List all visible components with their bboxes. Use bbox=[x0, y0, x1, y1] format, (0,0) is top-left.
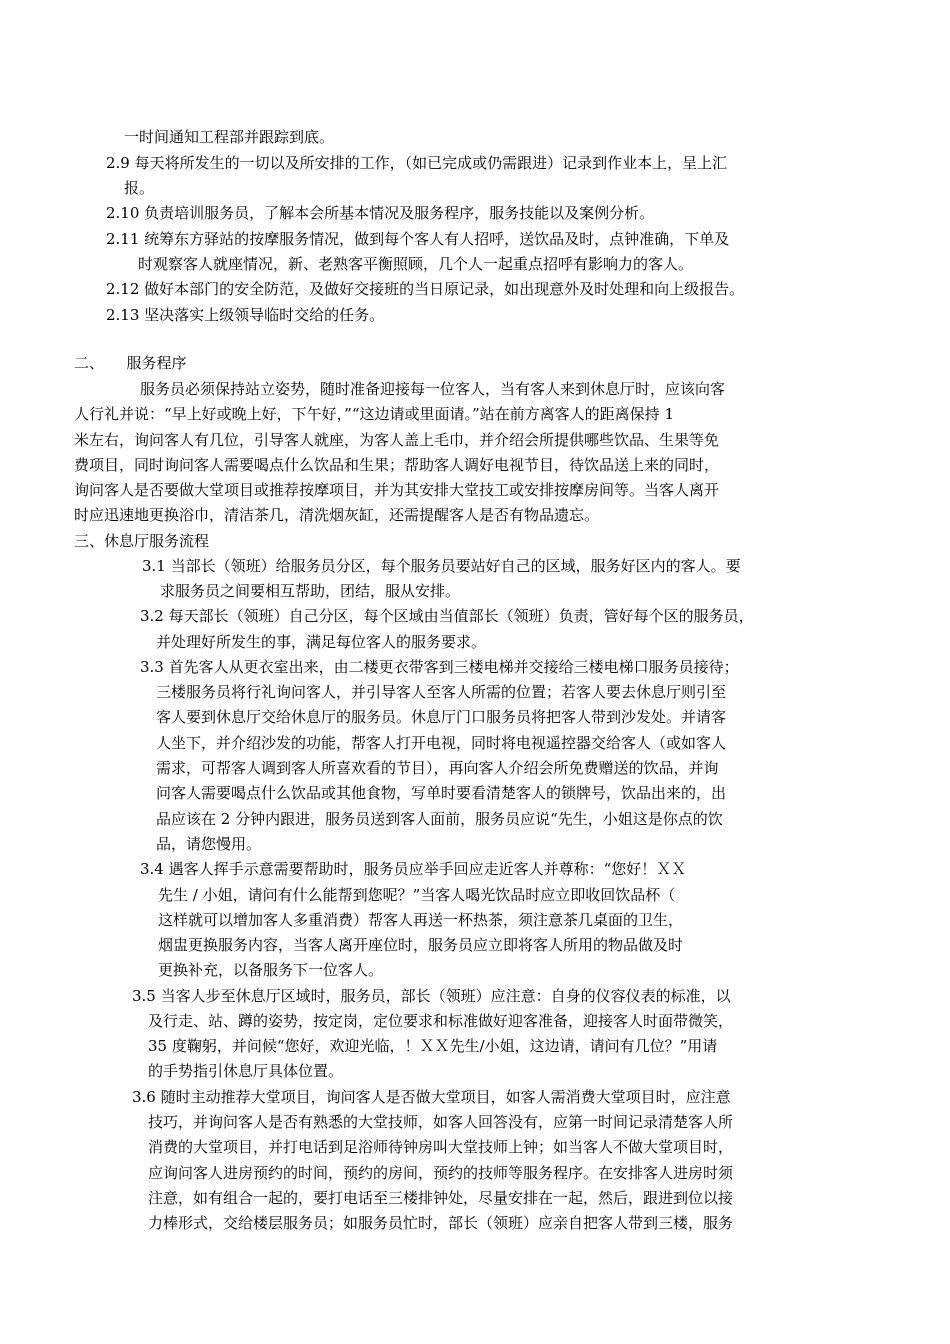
text-line: 求服务员之间要相互帮助，团结，服从安排。 bbox=[160, 582, 461, 600]
text-line: 消费的大堂项目，并打电话到足浴师待钟房叫大堂技师上钟；如当客人不做大堂项目时， bbox=[148, 1138, 734, 1156]
text-line: 费项目，同时询问客人需要喝点什么饮品和生果；帮助客人调好电视节目，待饮品送上来的同时， bbox=[74, 456, 720, 474]
text-line: 35 度鞠躬，并问候“您好，欢迎光临，！ＸＸ先生/小姐，这边请，请问有几位？”用请 bbox=[148, 1037, 718, 1055]
text-line: 2.12 做好本部门的安全防范，及做好交接班的当日原记录，如出现意外及时处理和向上级报告。 bbox=[106, 280, 745, 298]
text-line: 3.6 随时主动推荐大堂项目，询问客人是否做大堂项目，如客人需消费大堂项目时，应注意 bbox=[132, 1088, 731, 1106]
text-line: 品，请您慢用。 bbox=[156, 835, 262, 853]
text-line: 时应迅速地更换浴巾，清洁茶几，清洗烟灰缸，还需提醒客人是否有物品遗忘。 bbox=[74, 506, 600, 524]
text-line: 3.4 遇客人挥手示意需要帮助时，服务员应举手回应走近客人并尊称：“您好！ＸＸ bbox=[140, 860, 687, 878]
section-heading: 三、休息厅服务流程 bbox=[74, 532, 210, 550]
text-line: 2.11 统筹东方驿站的按摩服务情况，做到每个客人有人招呼，送饮品及时，点钟准确，下单及 bbox=[106, 230, 730, 248]
text-line: 时观察客人就座情况，新、老熟客平衡照顾，几个人一起重点招呼有影响力的客人。 bbox=[138, 255, 694, 273]
text-line: 这样就可以增加客人多重消费）帮客人再送一杯热茶，须注意茶几桌面的卫生， bbox=[158, 911, 684, 929]
text-line: 烟盅更换服务内容，当客人离开座位时，服务员应立即将客人所用的物品做及时 bbox=[158, 936, 684, 954]
text-line: 3.2 每天部长（领班）自己分区，每个区域由当值部长（领班）负责，管好每个区的服务员， bbox=[140, 607, 754, 625]
text-line: 服务员必须保持站立姿势，随时准备迎接每一位客人，当有客人来到休息厅时，应该向客 bbox=[140, 380, 726, 398]
text-line: 客人要到休息厅交给休息厅的服务员。休息厅门口服务员将把客人带到沙发处。并请客 bbox=[156, 708, 727, 726]
text-line: 的手势指引休息厅具体位置。 bbox=[148, 1062, 344, 1080]
text-line: 米左右，询问客人有几位，引导客人就座，为客人盖上毛巾，并介绍会所提供哪些饮品、生果等免 bbox=[74, 431, 720, 449]
text-line: 先生 / 小姐，请问有什么能帮到您呢？”当客人喝光饮品时应立即收回饮品杯（ bbox=[158, 886, 676, 904]
text-line: 问客人需要喝点什么饮品或其他食物，写单时要看清楚客人的锁牌号，饮品出来的，出 bbox=[156, 784, 727, 802]
text-line: 技巧，并询问客人是否有熟悉的大堂技师，如客人回答没有，应第一时间记录清楚客人所 bbox=[148, 1113, 734, 1131]
text-line: 人坐下，并介绍沙发的功能，帮客人打开电视，同时将电视遥控器交给客人（或如客人 bbox=[156, 734, 727, 752]
text-line: 询问客人是否要做大堂项目或推荐按摩项目，并为其安排大堂技工或安排按摩房间等。当客人离开 bbox=[74, 481, 720, 499]
text-line: 一时间通知工程部并跟踪到底。 bbox=[124, 128, 335, 146]
section-heading: 二、 服务程序 bbox=[74, 354, 187, 372]
text-line: 报。 bbox=[124, 179, 155, 197]
text-line: 并处理好所发生的事，满足每位客人的服务要求。 bbox=[156, 633, 487, 651]
text-line: 注意，如有组合一起的，要打电话至三楼排钟处，尽量安排在一起，然后，跟进到位以接 bbox=[148, 1189, 734, 1207]
text-line: 人行礼并说：“早上好或晚上好，下午好，”“这边请或里面请。”站在前方离客人的距离保持 1 bbox=[74, 405, 674, 423]
text-line: 品应该在 2 分钟内跟进，服务员送到客人面前，服务员应说“先生，小姐这是你点的饮 bbox=[156, 810, 723, 828]
text-line: 应询问客人进房预约的时间，预约的房间，预约的技师等服务程序。在安排客人进房时须 bbox=[148, 1164, 734, 1182]
text-line: 需求，可帮客人调到客人所喜欢看的节目），再向客人介绍会所免费赠送的饮品，并询 bbox=[156, 759, 719, 777]
text-line: 3.3 首先客人从更衣室出来，由二楼更衣带客到三楼电梯并交接给三楼电梯口服务员接待； bbox=[140, 658, 739, 676]
text-line: 3.1 当部长（领班）给服务员分区，每个服务员要站好自己的区域，服务好区内的客人。要 bbox=[142, 557, 741, 575]
text-line: 三楼服务员将行礼询问客人，并引导客人至客人所需的位置；若客人要去休息厅则引至 bbox=[156, 683, 727, 701]
text-line: 2.10 负责培训服务员，了解本会所基本情况及服务程序，服务技能以及案例分析。 bbox=[106, 204, 655, 222]
text-line: 2.13 坚决落实上级领导临时交给的任务。 bbox=[106, 306, 385, 324]
text-line: 3.5 当客人步至休息厅区域时，服务员，部长（领班）应注意：自身的仪容仪表的标准，以 bbox=[132, 987, 731, 1005]
text-line: 及行走、站、蹲的姿势，按定岗，定位要求和标准做好迎客准备，迎接客人时面带微笑， bbox=[148, 1012, 734, 1030]
text-line: 力棒形式，交给楼层服务员；如服务员忙时，部长（领班）应亲自把客人带到三楼，服务 bbox=[148, 1214, 734, 1232]
text-line: 2.9 每天将所发生的一切以及所安排的工作，（如已完成或仍需跟进）记录到作业本上，呈上汇 bbox=[106, 154, 728, 172]
text-line: 更换补充，以备服务下一位客人。 bbox=[158, 961, 384, 979]
